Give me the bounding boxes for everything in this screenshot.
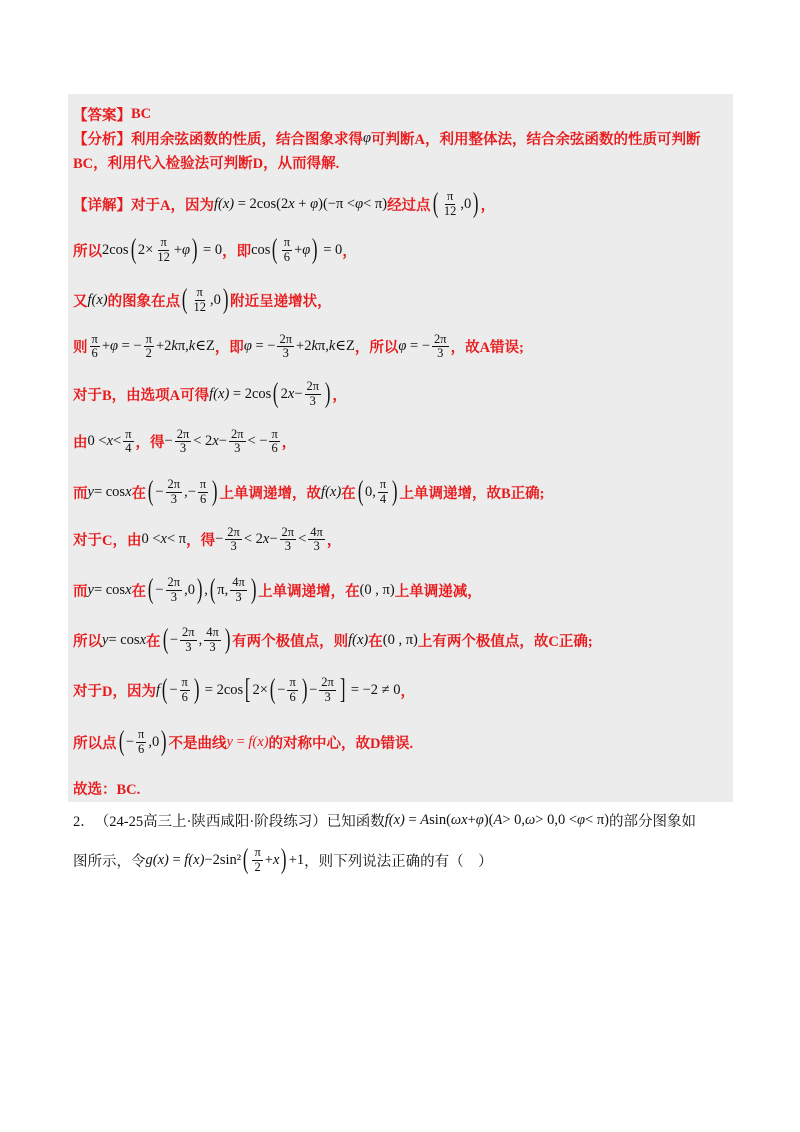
detail-text: 对于B，由选项A可得 — [73, 387, 210, 404]
detail-text: 对于D，因为 — [73, 683, 156, 700]
point-expression: ( − $\frac{\pi}{6}$ ,0 ) — [118, 726, 167, 757]
detail-text: 在 — [131, 583, 147, 600]
answer-label: 【答案】 — [73, 108, 131, 124]
choose-line — [73, 778, 140, 799]
answer-line — [73, 104, 151, 125]
detail-text: ，所以 — [354, 340, 399, 357]
detail-line-c-mono — [73, 576, 482, 604]
question-source: （24-25高三上·陕西咸阳·阶段练习）已知函数 — [94, 814, 385, 830]
math-expression: 0 < x < $\frac{\pi}{4}$ — [87, 427, 132, 456]
interval-expression: ( − $\frac{2\pi}{3}$ ,− $\frac{\pi}{6}$ ) — [147, 476, 218, 507]
detail-line-d-center — [73, 728, 413, 756]
detail-label: 【详解】 — [73, 197, 131, 214]
detail-text: 附近呈递增状， — [230, 293, 332, 310]
math-expression: f(x) — [87, 291, 108, 308]
detail-text: 则 — [73, 340, 88, 357]
detail-line-b-mono — [73, 478, 545, 506]
question-text: ，则下列说法正确的有（ ） — [304, 853, 493, 870]
detail-text: 不是曲线 — [168, 735, 227, 752]
detail-text: 对于A，因为 — [131, 197, 214, 214]
detail-line-you — [73, 286, 332, 314]
detail-line-b-range: 由 0 < x < $\frac{\pi}{4}$ ，得 − $\frac{2\pi}{3}$ < 2 x − $\frac{2\pi}{3}$ < − $\frac{\pi}{6}$ ， — [73, 427, 297, 456]
detail-text: 在 — [368, 633, 383, 650]
math-expression: y = cos x — [87, 581, 132, 598]
interval-expression: ( 0, $\frac{\pi}{4}$ ) — [357, 476, 398, 507]
detail-text: ，即 — [222, 243, 252, 260]
detail-line-c-extrema — [73, 626, 593, 654]
math-expression: 2cos ( 2× $\frac{\pi}{12}$ + φ ) = 0 — [102, 234, 223, 265]
detail-text: 的对称中心，故D错误. — [268, 735, 414, 752]
detail-text: 上单调递增，故 — [219, 485, 322, 502]
math-expression: cos ( $\frac{\pi}{6}$ + φ ) = 0 — [251, 234, 343, 265]
detail-text: 在 — [146, 633, 161, 650]
analysis-line-2 — [73, 152, 339, 173]
math-expression: f(x) = 2cos ( 2 x − $\frac{2\pi}{3}$ ) — [209, 378, 331, 409]
math-expression: φ = − $\frac{2\pi}{3}$ +2 k π, k ∈Z — [243, 332, 355, 361]
question-line-2 — [73, 846, 493, 874]
math-expression: 0 < x < π — [141, 531, 187, 548]
detail-text: 所以 — [73, 633, 102, 650]
interval-expression: (0 , π) — [382, 631, 418, 648]
detail-text: 故选：BC. — [73, 782, 141, 798]
analysis-text: 利用余弦函数的性质，结合图象求得 — [131, 132, 363, 148]
detail-text: 由 — [73, 435, 88, 452]
analysis-label: 【分析】 — [73, 132, 131, 148]
interval-expression: ( − $\frac{2\pi}{3}$ ,0 ) , ( π, $\frac{4\pi}{3}$ ) — [147, 574, 257, 605]
point-expression: ( $\frac{\pi}{12}$ ,0 ) — [181, 284, 229, 315]
math-expression: y = f(x) — [226, 733, 269, 750]
question-text: 图所示，令 — [73, 853, 146, 870]
math-expression: f ( − $\frac{\pi}{6}$ ) = 2cos [ 2× ( − $\frac{\pi}{6}$ ) − $\frac{2\pi}{3}$ ] = −2 ≠ 0 — [155, 674, 401, 705]
math-expression: f(x) = 2cos(2 x + φ )(−π < φ < π) — [213, 195, 388, 212]
math-expression: y = cos x — [87, 483, 132, 500]
detail-text: 经过点 — [387, 197, 431, 214]
detail-text: ，得 — [186, 533, 216, 550]
question-text: 的部分图象如 — [609, 814, 696, 830]
detail-text: ，即 — [214, 340, 244, 357]
math-expression: f(x) — [321, 483, 342, 500]
detail-text: 上有两个极值点，故C正确; — [417, 633, 593, 650]
detail-line-ze — [73, 333, 524, 360]
detail-text: ，得 — [135, 435, 165, 452]
detail-line-so: 所以 2cos ( 2× $\frac{\pi}{12}$ + φ ) = 0 ，即 cos ( $\frac{\pi}{6}$ + φ ) = 0 ， — [73, 234, 357, 265]
detail-text: 而 — [73, 485, 88, 502]
answer-value: BC — [131, 106, 152, 122]
math-expression: − $\frac{2\pi}{3}$ < 2 x − $\frac{2\pi}{3}$ < − $\frac{\pi}{6}$ — [164, 427, 278, 456]
math-expression: f(x) — [348, 631, 369, 648]
detail-text: 上单调递增，故B正确; — [399, 485, 545, 502]
interval-expression: ( − $\frac{2\pi}{3}$ , $\frac{4\pi}{3}$ ) — [162, 624, 231, 655]
detail-text: 所以点 — [73, 735, 117, 752]
detail-text: 在 — [341, 485, 356, 502]
analysis-line-1 — [73, 128, 701, 149]
math-expression: g(x) = f(x) −2sin² ( $\frac{\pi}{2}$ + x ) +1 — [145, 844, 305, 875]
math-expression: $\frac{\pi}{6}$ + φ = − $\frac{\pi}{2}$ +2 k π, k ∈Z — [91, 332, 215, 361]
detail-text: 上单调递增，在 — [258, 583, 360, 600]
detail-text: 而 — [73, 583, 88, 600]
question-line-1 — [73, 810, 696, 831]
detail-text: 有两个极值点，则 — [232, 633, 349, 650]
math-expression: − $\frac{2\pi}{3}$ < 2 x − $\frac{2\pi}{3}$ < $\frac{4\pi}{3}$ — [215, 525, 323, 554]
detail-text: 的图象在点 — [107, 293, 181, 310]
analysis-text: 可判断A，利用整体法，结合余弦函数的性质可判断 — [371, 132, 701, 148]
math-expression: φ = − $\frac{2\pi}{3}$ — [398, 332, 447, 361]
math-expression: y = cos x — [102, 631, 147, 648]
analysis-text: BC，利用代入检验法可判断D，从而得解. — [73, 156, 340, 172]
interval-expression: (0 , π) — [359, 581, 395, 598]
detail-text: 所以 — [73, 243, 102, 260]
detail-text: ，故A错误; — [450, 340, 524, 357]
detail-text: 在 — [131, 485, 147, 502]
phi-symbol: φ — [363, 130, 372, 146]
point-expression: ( $\frac{\pi}{12}$ ,0 ) — [432, 188, 479, 219]
detail-line-b: 对于B，由选项A可得 f(x) = 2cos ( 2 x − $\frac{2\pi}{3}$ ) ， — [73, 378, 347, 409]
math-expression: f(x) = A sin( ωx + φ )( A > 0, ω > 0,0 < φ < π) — [384, 812, 609, 828]
detail-text: 又 — [73, 293, 88, 310]
detail-text: 对于C，由 — [73, 533, 142, 550]
detail-line-d: 对于D，因为 f ( − $\frac{\pi}{6}$ ) = 2cos [ 2× ( − $\frac{\pi}{6}$ ) − $\frac{2\pi}{3}$ ] = −2 ≠ 0 ， — [73, 674, 416, 705]
question-number: 2． — [73, 814, 95, 830]
detail-line-a: 【详解】 对于A，因为 f(x) = 2cos(2 x + φ )(−π < φ < π) 经过点 ( $\frac{\pi}{12}$ ,0 ) ， — [73, 188, 496, 219]
detail-text: 上单调递减， — [394, 583, 482, 600]
detail-line-c: 对于C，由 0 < x < π ，得 − $\frac{2\pi}{3}$ < 2 x − $\frac{2\pi}{3}$ < $\frac{4\pi}{3}$ ， — [73, 525, 342, 554]
